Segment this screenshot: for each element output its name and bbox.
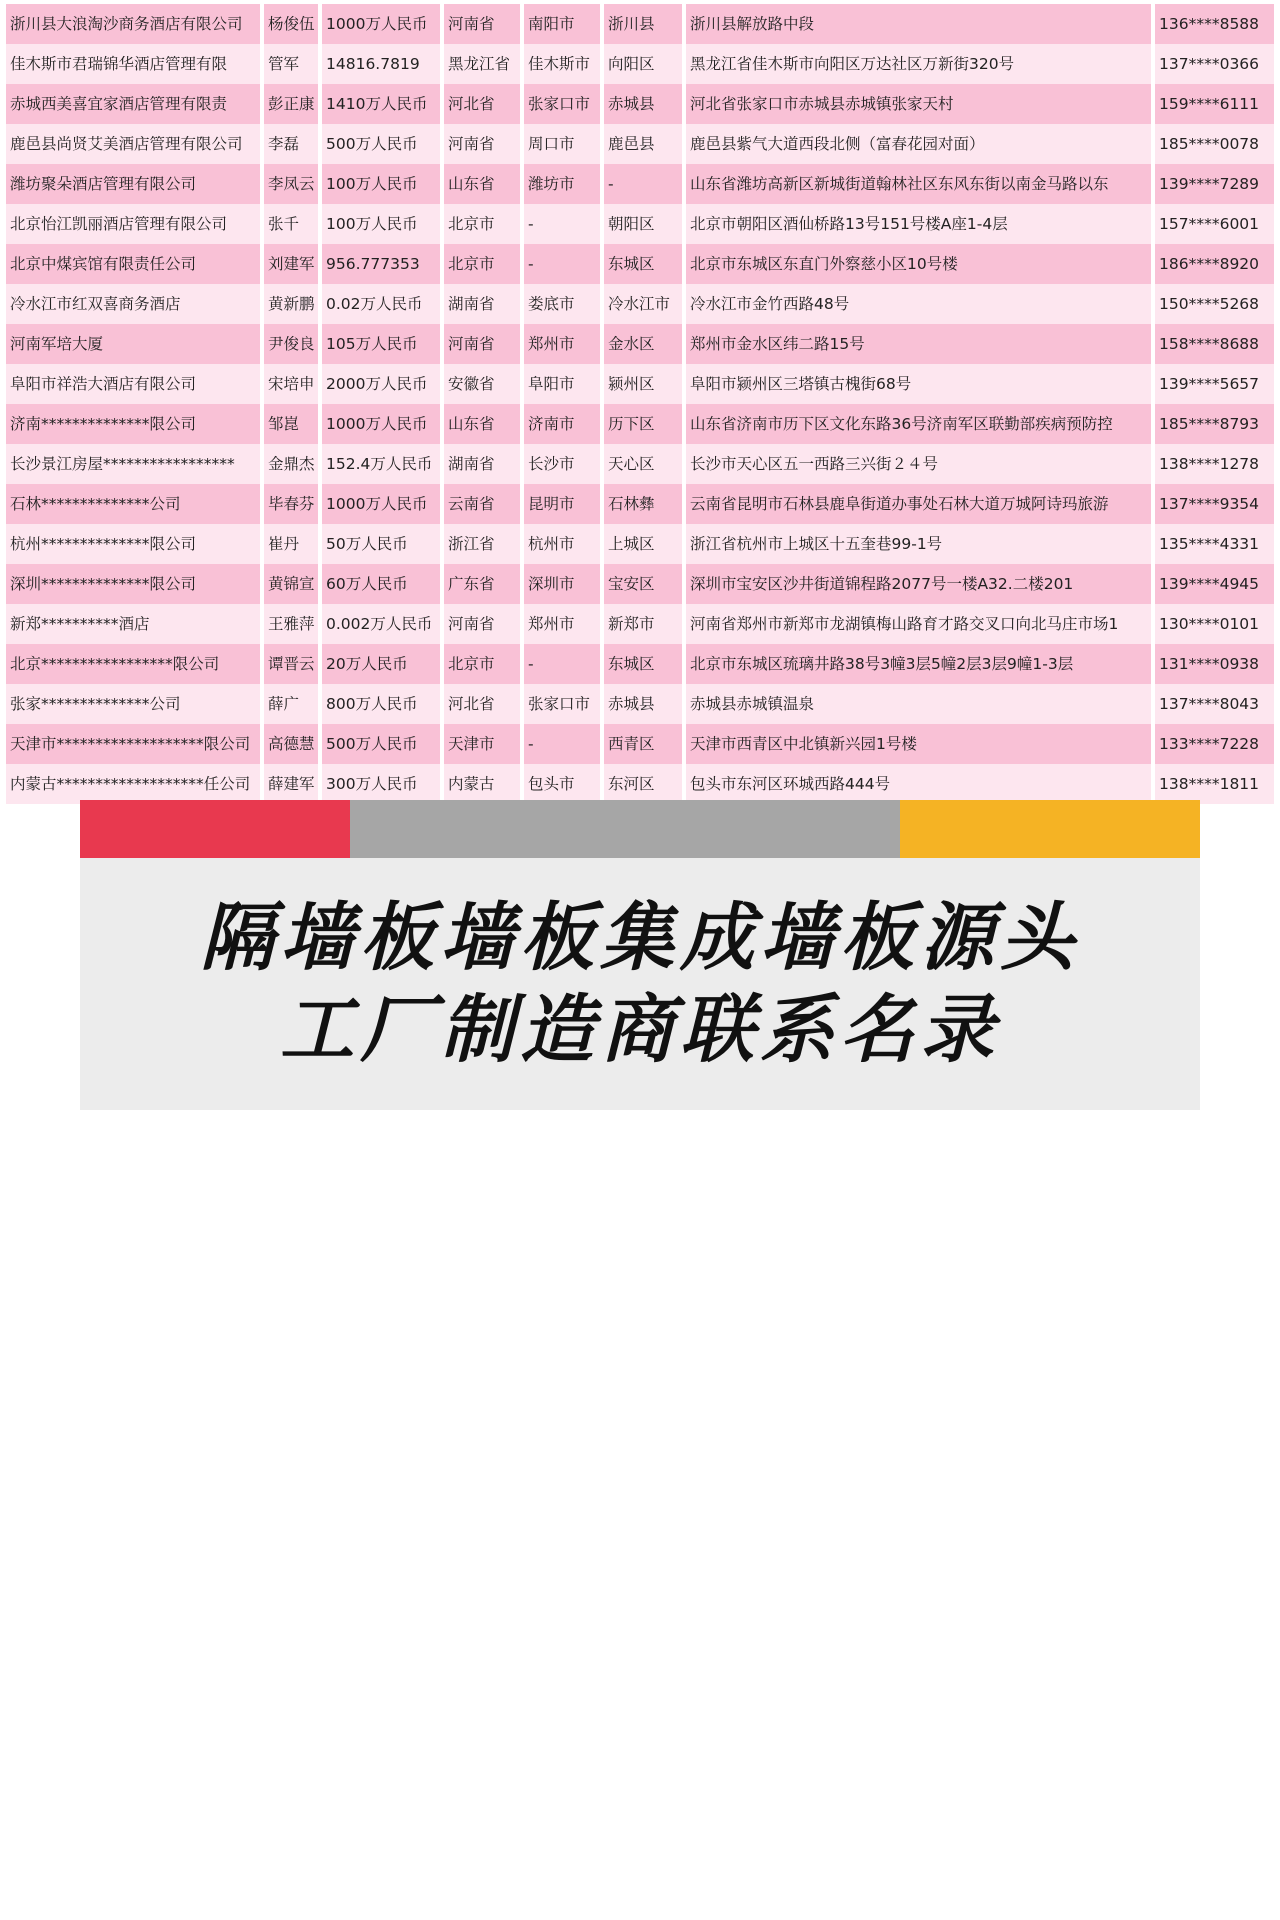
province-cell: 广东省	[444, 564, 520, 604]
banner-title-line-1: 隔墙板墙板集成墙板源头	[200, 895, 1080, 981]
phone-cell: 130****0101	[1155, 604, 1274, 644]
phone-cell: 137****0366	[1155, 44, 1274, 84]
contact-name-cell: 黄新鹏	[264, 284, 318, 324]
province-cell: 北京市	[444, 204, 520, 244]
contact-name-cell: 薛建军	[264, 764, 318, 804]
address-cell: 北京市东城区琉璃井路38号3幢3层5幢2层3层9幢1-3层	[686, 644, 1151, 684]
city-cell: 杭州市	[524, 524, 600, 564]
table-row	[6, 284, 1274, 324]
contact-name-cell: 毕春芬	[264, 484, 318, 524]
district-cell: 新郑市	[604, 604, 682, 644]
phone-cell: 133****7228	[1155, 724, 1274, 764]
phone-cell: 158****8688	[1155, 324, 1274, 364]
city-cell: 郑州市	[524, 324, 600, 364]
province-cell: 天津市	[444, 724, 520, 764]
table-row	[6, 404, 1274, 444]
phone-cell: 136****8588	[1155, 4, 1274, 44]
province-cell: 山东省	[444, 164, 520, 204]
banner-body	[80, 858, 1200, 1110]
phone-cell: 139****5657	[1155, 364, 1274, 404]
phone-cell: 185****8793	[1155, 404, 1274, 444]
city-cell: 娄底市	[524, 284, 600, 324]
contact-name-cell: 管军	[264, 44, 318, 84]
company-name-cell: 北京中煤宾馆有限责任公司	[6, 244, 260, 284]
registered-capital-cell: 1000万人民币	[322, 4, 440, 44]
registered-capital-cell: 152.4万人民币	[322, 444, 440, 484]
color-stripe	[80, 800, 1200, 858]
district-cell: 朝阳区	[604, 204, 682, 244]
contact-name-cell: 金鼎杰	[264, 444, 318, 484]
province-cell: 河北省	[444, 84, 520, 124]
contact-name-cell: 王雅萍	[264, 604, 318, 644]
table-row	[6, 164, 1274, 204]
address-cell: 山东省潍坊高新区新城街道翰林社区东风东街以南金马路以东	[686, 164, 1151, 204]
table-row	[6, 644, 1274, 684]
city-cell: -	[524, 204, 600, 244]
phone-cell: 157****6001	[1155, 204, 1274, 244]
table-row	[6, 604, 1274, 644]
district-cell: 宝安区	[604, 564, 682, 604]
address-cell: 鹿邑县紫气大道西段北侧（富春花园对面）	[686, 124, 1151, 164]
contact-name-cell: 刘建军	[264, 244, 318, 284]
city-cell: 潍坊市	[524, 164, 600, 204]
address-cell: 赤城县赤城镇温泉	[686, 684, 1151, 724]
district-cell: 天心区	[604, 444, 682, 484]
registered-capital-cell: 0.02万人民币	[322, 284, 440, 324]
city-cell: 长沙市	[524, 444, 600, 484]
company-name-cell: 北京*****************限公司	[6, 644, 260, 684]
district-cell: 东城区	[604, 244, 682, 284]
province-cell: 河北省	[444, 684, 520, 724]
city-cell: 包头市	[524, 764, 600, 804]
address-cell: 阜阳市颍州区三塔镇古槐街68号	[686, 364, 1151, 404]
company-name-cell: 新郑**********酒店	[6, 604, 260, 644]
table-row	[6, 724, 1274, 764]
address-cell: 浙江省杭州市上城区十五奎巷99-1号	[686, 524, 1151, 564]
address-cell: 冷水江市金竹西路48号	[686, 284, 1151, 324]
company-name-cell: 鹿邑县尚贤艾美酒店管理有限公司	[6, 124, 260, 164]
address-cell: 北京市朝阳区酒仙桥路13号151号楼A座1-4层	[686, 204, 1151, 244]
registered-capital-cell: 300万人民币	[322, 764, 440, 804]
contact-name-cell: 张千	[264, 204, 318, 244]
registered-capital-cell: 50万人民币	[322, 524, 440, 564]
company-name-cell: 长沙景江房屋*****************	[6, 444, 260, 484]
stripe-yellow	[900, 800, 1200, 858]
phone-cell: 139****4945	[1155, 564, 1274, 604]
table-row	[6, 764, 1274, 804]
district-cell: 上城区	[604, 524, 682, 564]
registered-capital-cell: 20万人民币	[322, 644, 440, 684]
contact-name-cell: 黄锦宣	[264, 564, 318, 604]
province-cell: 云南省	[444, 484, 520, 524]
table-row	[6, 44, 1274, 84]
city-cell: 郑州市	[524, 604, 600, 644]
table-row	[6, 324, 1274, 364]
company-name-cell: 深圳**************限公司	[6, 564, 260, 604]
company-name-cell: 佳木斯市君瑞锦华酒店管理有限	[6, 44, 260, 84]
phone-cell: 138****1278	[1155, 444, 1274, 484]
address-cell: 河北省张家口市赤城县赤城镇张家天村	[686, 84, 1151, 124]
stripe-red	[80, 800, 350, 858]
company-name-cell: 冷水江市红双喜商务酒店	[6, 284, 260, 324]
district-cell: 历下区	[604, 404, 682, 444]
registered-capital-cell: 0.002万人民币	[322, 604, 440, 644]
company-name-cell: 天津市*******************限公司	[6, 724, 260, 764]
stripe-gray	[350, 800, 900, 858]
province-cell: 河南省	[444, 324, 520, 364]
registered-capital-cell: 60万人民币	[322, 564, 440, 604]
phone-cell: 138****1811	[1155, 764, 1274, 804]
table-row	[6, 564, 1274, 604]
phone-cell: 185****0078	[1155, 124, 1274, 164]
table-row	[6, 364, 1274, 404]
company-name-cell: 潍坊聚朵酒店管理有限公司	[6, 164, 260, 204]
district-cell: 西青区	[604, 724, 682, 764]
company-name-cell: 北京怡江凯丽酒店管理有限公司	[6, 204, 260, 244]
company-name-cell: 济南**************限公司	[6, 404, 260, 444]
contact-name-cell: 高德慧	[264, 724, 318, 764]
table-row	[6, 524, 1274, 564]
directory-table	[6, 4, 1274, 804]
registered-capital-cell: 2000万人民币	[322, 364, 440, 404]
contact-name-cell: 邹崑	[264, 404, 318, 444]
city-cell: 深圳市	[524, 564, 600, 604]
province-cell: 北京市	[444, 644, 520, 684]
registered-capital-cell: 1410万人民币	[322, 84, 440, 124]
company-name-cell: 河南军培大厦	[6, 324, 260, 364]
district-cell: 赤城县	[604, 84, 682, 124]
address-cell: 天津市西青区中北镇新兴园1号楼	[686, 724, 1151, 764]
phone-cell: 137****8043	[1155, 684, 1274, 724]
contact-name-cell: 薛广	[264, 684, 318, 724]
address-cell: 包头市东河区环城西路444号	[686, 764, 1151, 804]
district-cell: 冷水江市	[604, 284, 682, 324]
phone-cell: 139****7289	[1155, 164, 1274, 204]
district-cell: 鹿邑县	[604, 124, 682, 164]
district-cell: 东河区	[604, 764, 682, 804]
district-cell: 金水区	[604, 324, 682, 364]
address-cell: 郑州市金水区纬二路15号	[686, 324, 1151, 364]
address-cell: 浙川县解放路中段	[686, 4, 1151, 44]
district-cell: 赤城县	[604, 684, 682, 724]
address-cell: 北京市东城区东直门外察慈小区10号楼	[686, 244, 1151, 284]
province-cell: 河南省	[444, 124, 520, 164]
table-row	[6, 684, 1274, 724]
phone-cell: 135****4331	[1155, 524, 1274, 564]
registered-capital-cell: 100万人民币	[322, 164, 440, 204]
province-cell: 湖南省	[444, 444, 520, 484]
district-cell: 浙川县	[604, 4, 682, 44]
address-cell: 河南省郑州市新郑市龙湖镇梅山路育才路交叉口向北马庄市场1	[686, 604, 1151, 644]
contact-name-cell: 彭正康	[264, 84, 318, 124]
phone-cell: 186****8920	[1155, 244, 1274, 284]
city-cell: -	[524, 244, 600, 284]
province-cell: 浙江省	[444, 524, 520, 564]
city-cell: 佳木斯市	[524, 44, 600, 84]
address-cell: 云南省昆明市石林县鹿阜街道办事处石林大道万城阿诗玛旅游	[686, 484, 1151, 524]
contact-name-cell: 杨俊伍	[264, 4, 318, 44]
province-cell: 河南省	[444, 604, 520, 644]
city-cell: -	[524, 644, 600, 684]
contact-name-cell: 宋培申	[264, 364, 318, 404]
city-cell: 阜阳市	[524, 364, 600, 404]
company-name-cell: 内蒙古*******************任公司	[6, 764, 260, 804]
phone-cell: 150****5268	[1155, 284, 1274, 324]
registered-capital-cell: 1000万人民币	[322, 484, 440, 524]
table-row	[6, 84, 1274, 124]
city-cell: 昆明市	[524, 484, 600, 524]
contact-name-cell: 崔丹	[264, 524, 318, 564]
registered-capital-cell: 800万人民币	[322, 684, 440, 724]
address-cell: 深圳市宝安区沙井街道锦程路2077号一楼A32.二楼201	[686, 564, 1151, 604]
contact-name-cell: 尹俊良	[264, 324, 318, 364]
registered-capital-cell: 14816.7819	[322, 44, 440, 84]
city-cell: 张家口市	[524, 84, 600, 124]
city-cell: 周口市	[524, 124, 600, 164]
province-cell: 河南省	[444, 4, 520, 44]
contact-name-cell: 李磊	[264, 124, 318, 164]
city-cell: 张家口市	[524, 684, 600, 724]
table-row	[6, 124, 1274, 164]
district-cell: 东城区	[604, 644, 682, 684]
phone-cell: 137****9354	[1155, 484, 1274, 524]
banner-title-line-2: 工厂制造商联系名录	[280, 987, 1000, 1073]
registered-capital-cell: 1000万人民币	[322, 404, 440, 444]
registered-capital-cell: 500万人民币	[322, 124, 440, 164]
contact-name-cell: 李凤云	[264, 164, 318, 204]
table-row	[6, 4, 1274, 44]
table-row	[6, 444, 1274, 484]
city-cell: 南阳市	[524, 4, 600, 44]
district-cell: 向阳区	[604, 44, 682, 84]
table-row	[6, 204, 1274, 244]
table-row	[6, 484, 1274, 524]
company-name-cell: 石林**************公司	[6, 484, 260, 524]
contact-name-cell: 谭晋云	[264, 644, 318, 684]
company-name-cell: 张家**************公司	[6, 684, 260, 724]
phone-cell: 159****6111	[1155, 84, 1274, 124]
province-cell: 北京市	[444, 244, 520, 284]
province-cell: 山东省	[444, 404, 520, 444]
address-cell: 黑龙江省佳木斯市向阳区万达社区万新街320号	[686, 44, 1151, 84]
company-name-cell: 浙川县大浪淘沙商务酒店有限公司	[6, 4, 260, 44]
city-cell: -	[524, 724, 600, 764]
company-name-cell: 赤城西美喜宜家酒店管理有限责	[6, 84, 260, 124]
registered-capital-cell: 956.777353	[322, 244, 440, 284]
company-name-cell: 阜阳市祥浩大酒店有限公司	[6, 364, 260, 404]
company-name-cell: 杭州**************限公司	[6, 524, 260, 564]
district-cell: -	[604, 164, 682, 204]
table-row	[6, 244, 1274, 284]
registered-capital-cell: 100万人民币	[322, 204, 440, 244]
province-cell: 黑龙江省	[444, 44, 520, 84]
registered-capital-cell: 105万人民币	[322, 324, 440, 364]
province-cell: 湖南省	[444, 284, 520, 324]
phone-cell: 131****0938	[1155, 644, 1274, 684]
province-cell: 安徽省	[444, 364, 520, 404]
registered-capital-cell: 500万人民币	[322, 724, 440, 764]
district-cell: 石林彝	[604, 484, 682, 524]
district-cell: 颍州区	[604, 364, 682, 404]
title-banner	[80, 800, 1200, 1110]
city-cell: 济南市	[524, 404, 600, 444]
address-cell: 山东省济南市历下区文化东路36号济南军区联勤部疾病预防控	[686, 404, 1151, 444]
address-cell: 长沙市天心区五一西路三兴街２４号	[686, 444, 1151, 484]
province-cell: 内蒙古	[444, 764, 520, 804]
